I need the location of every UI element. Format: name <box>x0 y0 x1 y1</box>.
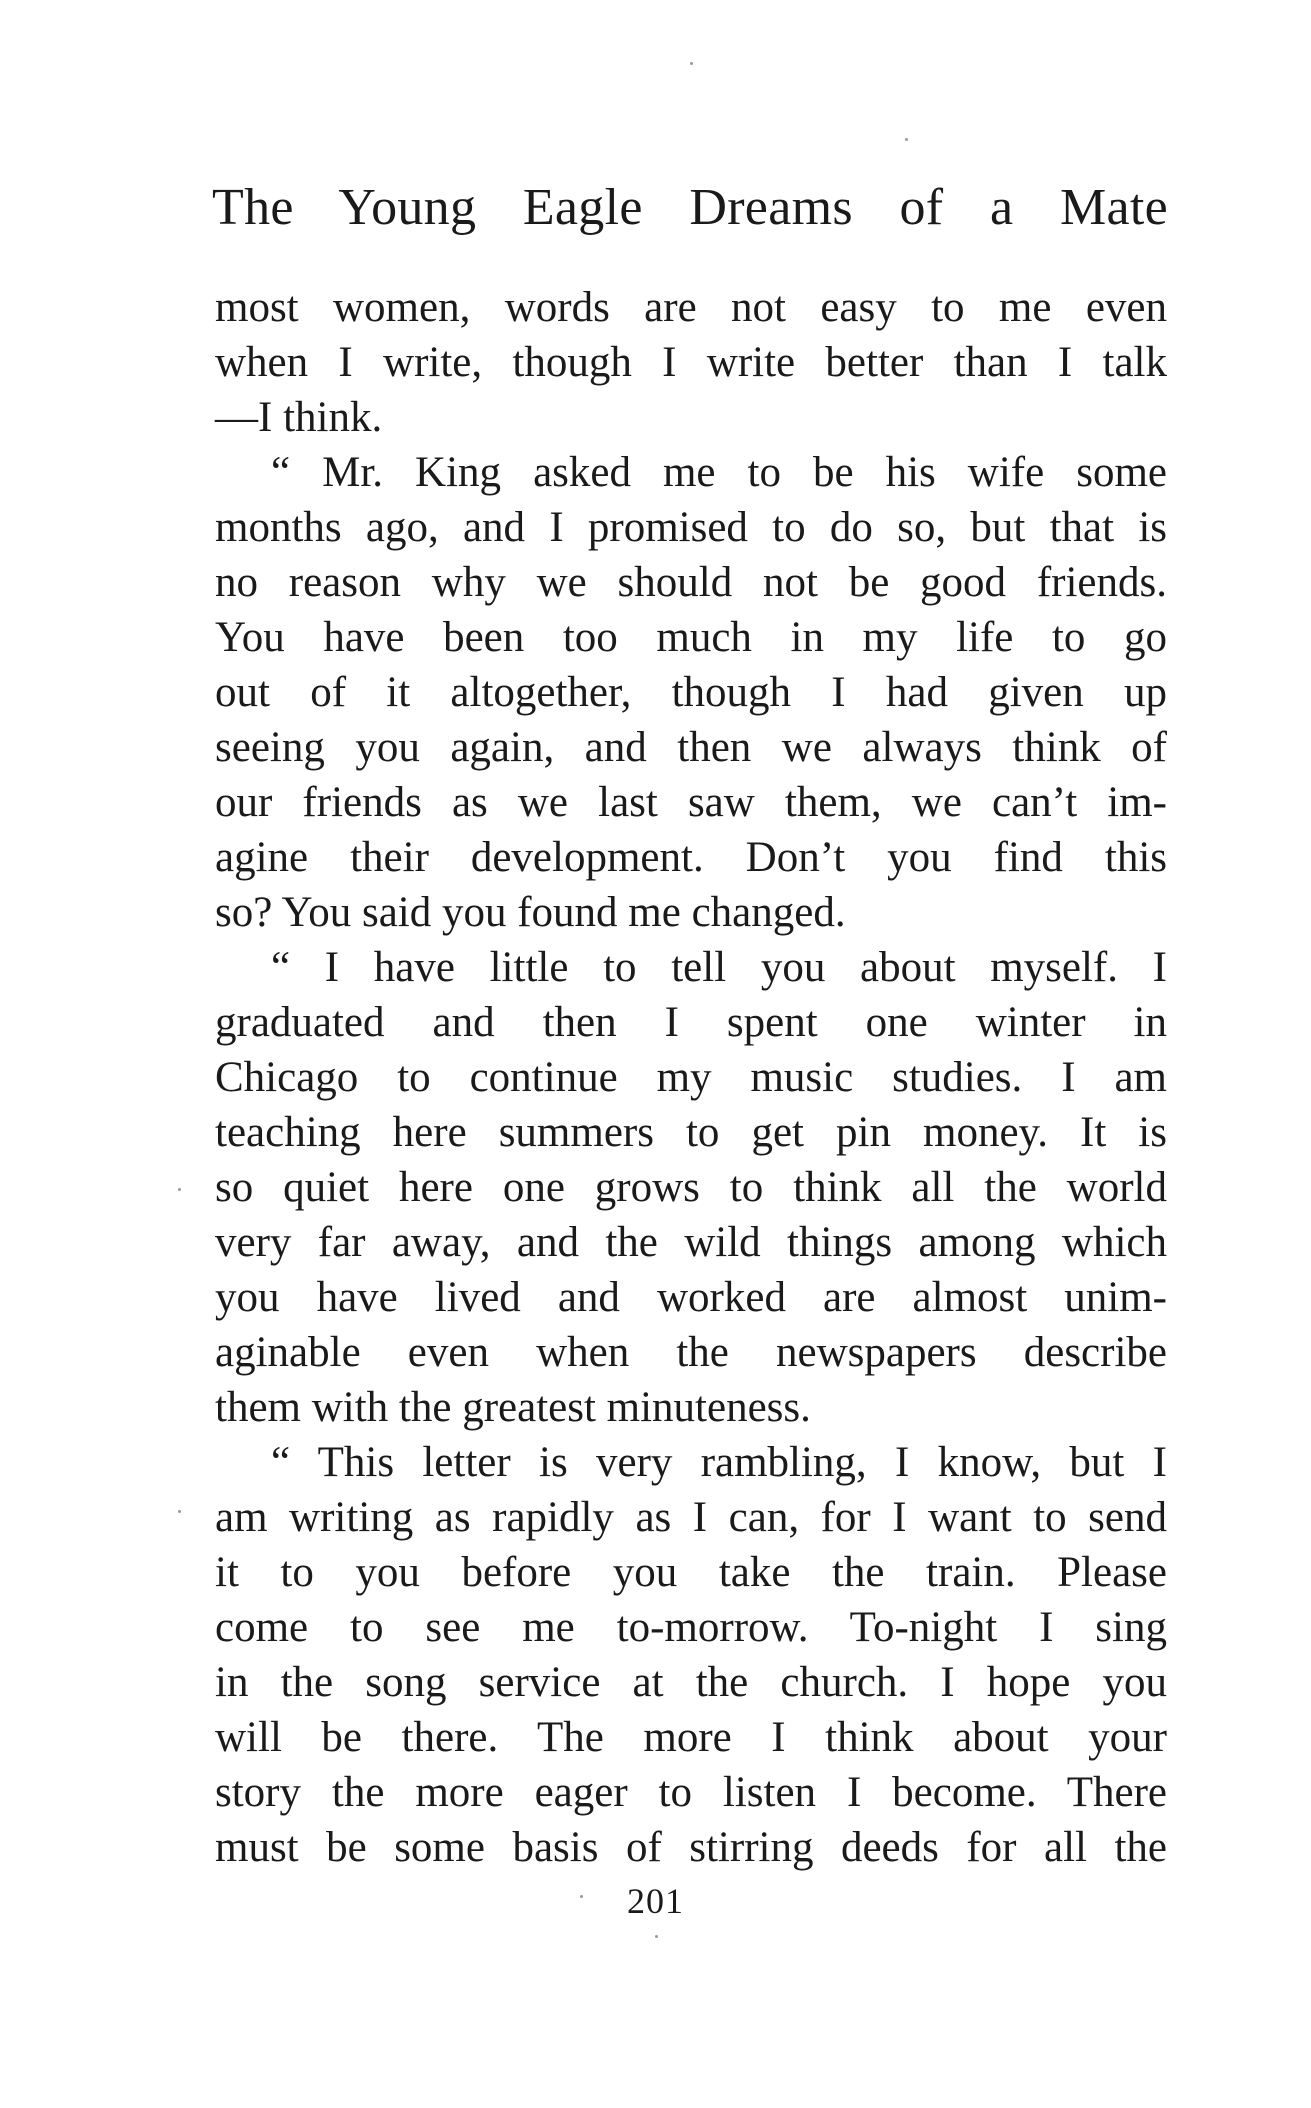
text-line: it to you before you take the train. Please <box>215 1549 1167 1596</box>
text-line: —I think. <box>215 394 383 441</box>
text-line: Chicago to continue my music studies. I am <box>215 1054 1167 1101</box>
text-line: seeing you again, and then we always think of <box>215 724 1167 771</box>
text-line: most women, words are not easy to me even <box>215 284 1167 331</box>
text-line: graduated and then I spent one winter in <box>215 999 1167 1046</box>
text-line: when I write, though I write better than I talk <box>215 339 1167 386</box>
running-head: The Young Eagle Dreams of a Mate <box>212 179 1168 236</box>
text-line: will be there. The more I think about your <box>215 1714 1167 1761</box>
text-line: You have been too much in my life to go <box>215 614 1167 661</box>
page-number: 201 <box>627 1881 684 1921</box>
text-line: them with the greatest minuteness. <box>215 1384 811 1431</box>
paper-speck <box>690 62 693 65</box>
text-line: am writing as rapidly as I can, for I want to send <box>215 1494 1167 1541</box>
text-line: our friends as we last saw them, we can’t im- <box>215 779 1167 826</box>
paper-speck <box>178 1188 181 1191</box>
text-line: very far away, and the wild things among which <box>215 1219 1167 1266</box>
text-line: agine their development. Don’t you find this <box>215 834 1167 881</box>
text-line: out of it altogether, though I had given up <box>215 669 1167 716</box>
text-line: teaching here summers to get pin money. It is <box>215 1109 1167 1156</box>
text-line: so quiet here one grows to think all the world <box>215 1164 1167 1211</box>
text-line: you have lived and worked are almost unim- <box>215 1274 1167 1321</box>
text-line: “ Mr. King asked me to be his wife some <box>271 449 1167 496</box>
paper-speck <box>580 1895 583 1898</box>
text-line: “ I have little to tell you about myself. I <box>271 944 1167 991</box>
text-line: so? You said you found me changed. <box>215 889 846 936</box>
text-line: come to see me to-morrow. To-night I sing <box>215 1604 1167 1651</box>
text-line: must be some basis of stirring deeds for all the <box>215 1824 1167 1871</box>
paper-speck <box>178 1510 181 1513</box>
paper-speck <box>905 138 908 141</box>
paper-speck <box>655 1935 658 1938</box>
text-line: aginable even when the newspapers describe <box>215 1329 1167 1376</box>
text-line: “ This letter is very rambling, I know, but I <box>271 1439 1167 1486</box>
text-line: story the more eager to listen I become. There <box>215 1769 1167 1816</box>
body-text <box>215 280 1167 1875</box>
text-line: months ago, and I promised to do so, but that is <box>215 504 1167 551</box>
text-line: no reason why we should not be good friends. <box>215 559 1167 606</box>
text-line: in the song service at the church. I hope you <box>215 1659 1167 1706</box>
